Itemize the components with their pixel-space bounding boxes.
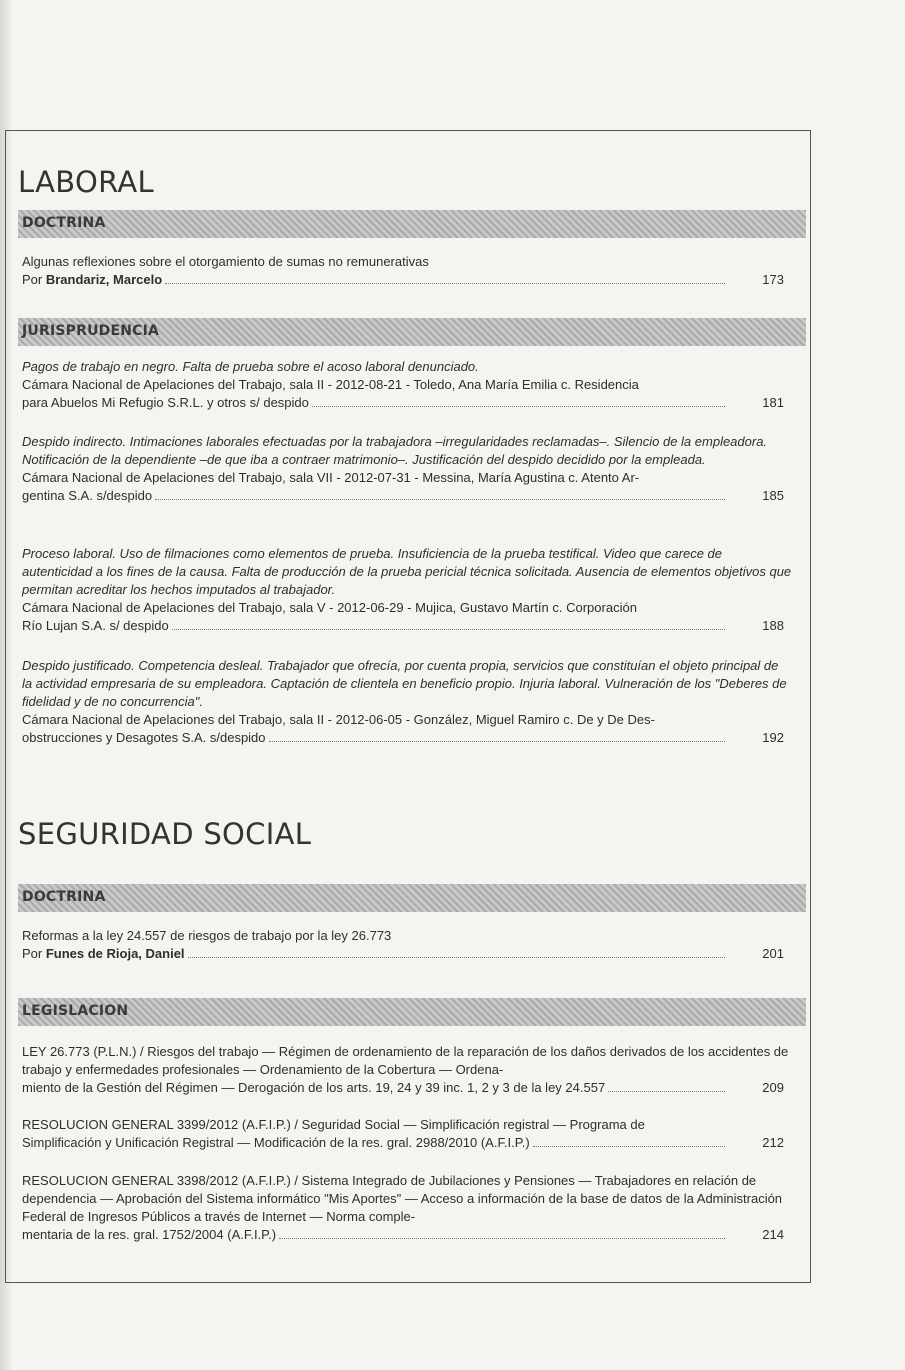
author-prefix: Por bbox=[22, 272, 46, 287]
dot-leader bbox=[188, 957, 725, 958]
entry-title: RESOLUCION GENERAL 3399/2012 (A.F.I.P.) / Seguridad Social — Simplificación registral — Programa de bbox=[22, 1117, 645, 1132]
band-label: DOCTRINA bbox=[22, 215, 106, 231]
toc-entry-legislacion-1[interactable] bbox=[22, 1043, 792, 1097]
toc-entry-jurisprudencia-1[interactable] bbox=[22, 358, 792, 412]
entry-title-last: Simplificación y Unificación Registral — Modificación de la res. gral. 2988/2010 (A.F.I.P.) bbox=[22, 1135, 530, 1150]
entry-court: Cámara Nacional de Apelaciones del Trabajo, sala II - 2012-08-21 - Toledo, Ana María Emilia c. Residencia bbox=[22, 377, 639, 392]
page-number: 201 bbox=[762, 946, 784, 961]
toc-entry-legislacion-3[interactable] bbox=[22, 1172, 792, 1244]
section-title-laboral: LABORAL bbox=[18, 165, 154, 199]
dot-leader bbox=[533, 1146, 725, 1147]
entry-title: Algunas reflexiones sobre el otorgamiento de sumas no remunerativas bbox=[22, 254, 429, 269]
author-name: Funes de Rioja, Daniel bbox=[45, 946, 185, 961]
page-number: 209 bbox=[762, 1080, 784, 1095]
entry-title-last: mentaria de la res. gral. 1752/2004 (A.F.I.P.) bbox=[22, 1227, 277, 1242]
page-number: 185 bbox=[762, 488, 784, 503]
entry-title: Reformas a la ley 24.557 de riesgos de trabajo por la ley 26.773 bbox=[22, 928, 392, 943]
dot-leader bbox=[279, 1238, 725, 1239]
dot-leader bbox=[608, 1091, 725, 1092]
band-label: LEGISLACION bbox=[22, 1003, 129, 1019]
dot-leader bbox=[312, 406, 725, 407]
entry-summary: Pagos de trabajo en negro. Falta de prueba sobre el acoso laboral denunciado. bbox=[22, 359, 479, 374]
toc-entry-jurisprudencia-3[interactable] bbox=[22, 545, 792, 635]
band-label: JURISPRUDENCIA bbox=[22, 323, 160, 339]
dot-leader bbox=[155, 499, 725, 500]
page-number: 214 bbox=[762, 1227, 784, 1242]
band-label: DOCTRINA bbox=[22, 889, 106, 905]
page-number: 188 bbox=[762, 618, 784, 633]
entry-summary: Despido indirecto. Intimaciones laborales efectuadas por la trabajadora –irregularidades reclamadas–. Silencio de la empleadora. Notificación de la dependiente –de que iba a contraer matrimonio–. Justificación del despido decidido por la empleada. bbox=[22, 434, 768, 467]
toc-entry-jurisprudencia-2[interactable] bbox=[22, 433, 792, 505]
toc-entry-jurisprudencia-4[interactable] bbox=[22, 657, 792, 747]
entry-court-last: gentina S.A. s/despido bbox=[22, 488, 153, 503]
author-prefix: Por bbox=[22, 946, 46, 961]
entry-title-last: miento de la Gestión del Régimen — Derogación de los arts. 19, 24 y 39 inc. 1, 2 y 3 de la ley 24.557 bbox=[22, 1080, 606, 1095]
page-number: 212 bbox=[762, 1135, 784, 1150]
band-doctrina-seguridad bbox=[18, 884, 806, 912]
entry-title: LEY 26.773 (P.L.N.) / Riesgos del trabajo — Régimen de ordenamiento de la reparación de los daños derivados de los accidentes de trabajo y enfermedades profesionales — Ordenamiento de la Cobertura — Ordena- bbox=[22, 1044, 789, 1077]
entry-court-last: para Abuelos Mi Refugio S.R.L. y otros s/ despido bbox=[22, 395, 309, 410]
toc-entry-doctrina-seguridad[interactable] bbox=[22, 927, 792, 963]
page-number: 192 bbox=[762, 730, 784, 745]
dot-leader bbox=[172, 629, 725, 630]
entry-court: Cámara Nacional de Apelaciones del Trabajo, sala VII - 2012-07-31 - Messina, María Agustina c. Atento Ar- bbox=[22, 470, 640, 485]
entry-court-last: Río Lujan S.A. s/ despido bbox=[22, 618, 169, 633]
toc-entry-legislacion-2[interactable] bbox=[22, 1116, 792, 1152]
author-name: Brandariz, Marcelo bbox=[45, 272, 163, 287]
page-number: 181 bbox=[762, 395, 784, 410]
band-doctrina-laboral bbox=[18, 210, 806, 238]
band-legislacion bbox=[18, 998, 806, 1026]
entry-court-last: obstrucciones y Desagotes S.A. s/despido bbox=[22, 730, 266, 745]
page-number: 173 bbox=[762, 272, 784, 287]
dot-leader bbox=[165, 283, 725, 284]
band-jurisprudencia bbox=[18, 318, 806, 346]
entry-court: Cámara Nacional de Apelaciones del Trabajo, sala II - 2012-06-05 - González, Miguel Ramiro c. De y De Des- bbox=[22, 712, 655, 727]
entry-summary: Proceso laboral. Uso de filmaciones como elementos de prueba. Insuficiencia de la prueba testifical. Video que carece de autenticidad a los fines de la causa. Falta de producción de la prueba pericial técnica solicitada. Ausencia de elementos objetivos que permitan acreditar los hechos imputados al trabajador. bbox=[22, 546, 792, 597]
entry-summary: Despido justificado. Competencia desleal. Trabajador que ofrecía, por cuenta propia, servicios que constituían el objeto principal de la actividad empresaria de su empleadora. Captación de clientela en beneficio propio. Injuria laboral. Vulneración de los "Deberes de fidelidad y de no concurrencia". bbox=[22, 658, 787, 709]
entry-court: Cámara Nacional de Apelaciones del Trabajo, sala V - 2012-06-29 - Mujica, Gustavo Martín c. Corporación bbox=[22, 600, 637, 615]
section-title-seguridad-social: SEGURIDAD SOCIAL bbox=[18, 817, 312, 851]
entry-title: RESOLUCION GENERAL 3398/2012 (A.F.I.P.) / Sistema Integrado de Jubilaciones y Pensiones — Trabajadores en relación de dependencia — Aprobación del Sistema informático "Mis Aportes" — Acceso a información de la base de datos de la Administración Federal de Ingresos Públicos a través de Internet — Norma comple- bbox=[22, 1173, 783, 1224]
toc-entry-doctrina-laboral[interactable] bbox=[22, 253, 792, 289]
dot-leader bbox=[269, 741, 725, 742]
